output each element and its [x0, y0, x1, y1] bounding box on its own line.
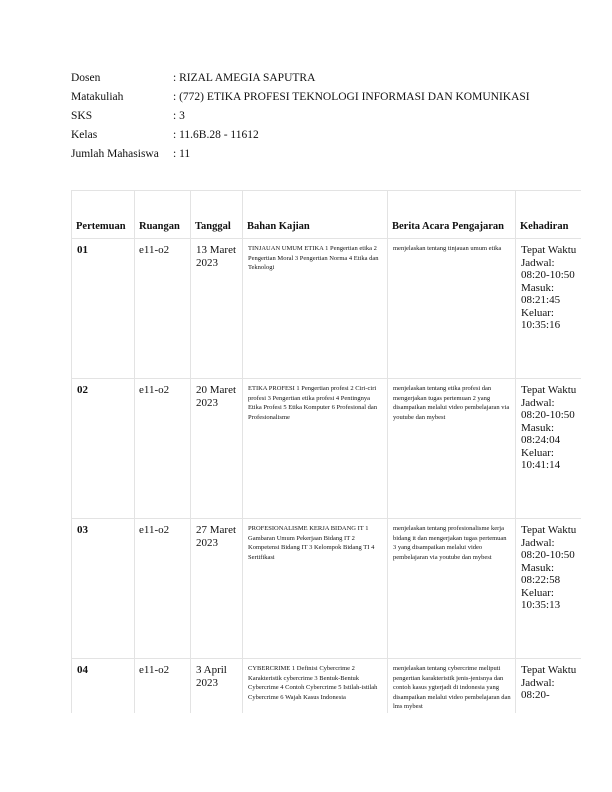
info-value: : RIZAL AMEGIA SAPUTRA [173, 72, 316, 84]
topic: PROFESIONALISME KERJA BIDANG IT 1 Gambaran Umum Pekerjaan Bidang IT 2 Kompetensi Bidang IT 3 Kelompok Bidang TI 4 Sertifikasi [243, 519, 388, 659]
meeting-number: 03 [72, 519, 135, 659]
attendance: Tepat Waktu Jadwal: 08:20- [516, 659, 582, 714]
topic: TINJAUAN UMUM ETIKA 1 Pengertian etika 2 Pengertian Moral 3 Pengertian Norma 4 Etika dan Teknologi [243, 239, 388, 379]
info-row-matakuliah [71, 89, 551, 105]
meeting-number: 02 [72, 379, 135, 519]
info-value: : 11.6B.28 - 11612 [173, 129, 259, 141]
info-value: : (772) ETIKA PROFESI TEKNOLOGI INFORMASI DAN KOMUNIKASI [173, 91, 530, 103]
topic: ETIKA PROFESI 1 Pengertian profesi 2 Ciri-ciri profesi 3 Pengertian etika profesi 4 Pentingnya Etika Profesi 5 Etika Komputer 6 Profesional dan Profesionalisme [243, 379, 388, 519]
attendance-table-container [71, 190, 581, 713]
info-label: Jumlah Mahasiswa [71, 148, 159, 160]
header-pertemuan: Pertemuan [72, 191, 135, 239]
info-row-kelas [71, 127, 551, 143]
header-tanggal: Tanggal [191, 191, 243, 239]
table-header-row [72, 191, 582, 239]
course-info [71, 70, 551, 165]
table-row [72, 239, 582, 379]
room: e11-o2 [135, 239, 191, 379]
header-berita-acara: Berita Acara Pengajaran [388, 191, 516, 239]
info-row-dosen [71, 70, 551, 86]
info-value: : 11 [173, 148, 191, 160]
room: e11-o2 [135, 379, 191, 519]
date: 27 Maret 2023 [191, 519, 243, 659]
attendance: Tepat Waktu Jadwal: 08:20-10:50 Masuk: 08:24:04 Keluar: 10:41:14 [516, 379, 582, 519]
room: e11-o2 [135, 659, 191, 714]
table-row [72, 379, 582, 519]
header-bahan-kajian: Bahan Kajian [243, 191, 388, 239]
table-row [72, 519, 582, 659]
info-row-sks [71, 108, 551, 124]
topic: CYBERCRIME 1 Definisi Cybercrime 2 Karakteristik cybercrime 3 Bentuk-Bentuk Cybercrime 4 Contoh Cybercrime 5 Istilah-istilah Cybercrime 6 Wajah Kasus Indonesia [243, 659, 388, 714]
header-ruangan: Ruangan [135, 191, 191, 239]
date: 13 Maret 2023 [191, 239, 243, 379]
info-label: Kelas [71, 129, 98, 141]
room: e11-o2 [135, 519, 191, 659]
info-label: Matakuliah [71, 91, 124, 103]
teaching-report: menjelaskan tentang tinjauan umum etika [388, 239, 516, 379]
attendance: Tepat Waktu Jadwal: 08:20-10:50 Masuk: 08:21:45 Keluar: 10:35:16 [516, 239, 582, 379]
teaching-report: menjelaskan tentang profesionalisme kerja bidang it dan mengerjakan tugas pertemuan 3 yang disampaikan melalui video pembelajaran via youtube dan mybest [388, 519, 516, 659]
meeting-number: 04 [72, 659, 135, 714]
meeting-number: 01 [72, 239, 135, 379]
date: 20 Maret 2023 [191, 379, 243, 519]
table-row [72, 659, 582, 714]
attendance-table [71, 190, 581, 713]
teaching-report: menjelaskan tentang cybercrime meliputi pengertian karakteristik jenis-jenisnya dan contoh kasus ygterjadi di indonesia yang disampaikan melalui video pembelajaran dan lms mybest [388, 659, 516, 714]
info-label: Dosen [71, 72, 101, 84]
info-label: SKS [71, 110, 93, 122]
teaching-report: menjelaskan tentang etika profesi dan mengerjakan tugas pertemuan 2 yang disampaikan melalui video pembelajaran via youtube dan mybest [388, 379, 516, 519]
attendance: Tepat Waktu Jadwal: 08:20-10:50 Masuk: 08:22:58 Keluar: 10:35:13 [516, 519, 582, 659]
info-row-jumlah-mahasiswa [71, 146, 551, 162]
date: 3 April 2023 [191, 659, 243, 714]
header-kehadiran: Kehadiran [516, 191, 582, 239]
info-value: : 3 [173, 110, 185, 122]
